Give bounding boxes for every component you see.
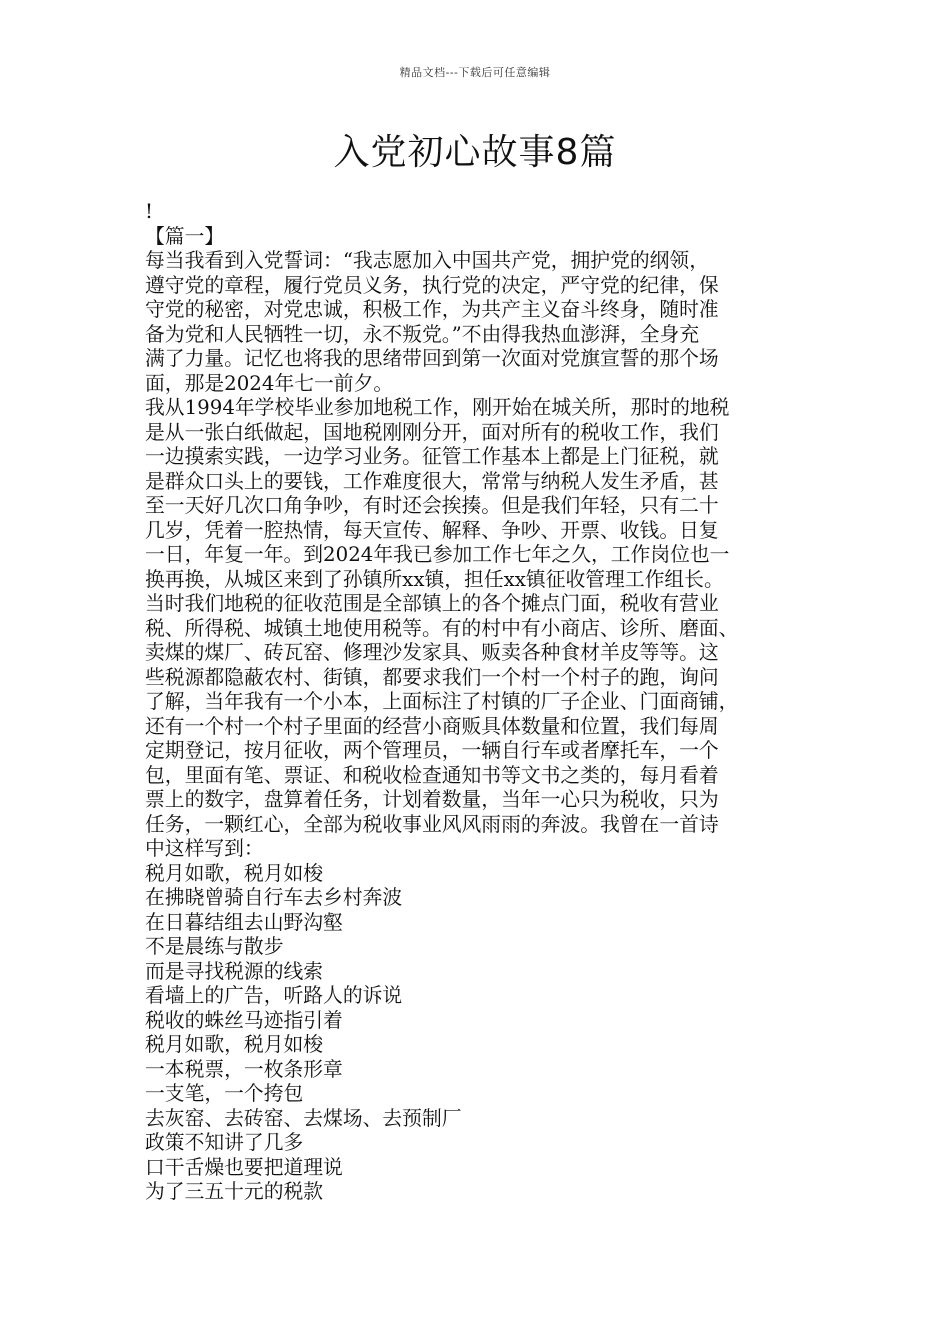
- poem-line: 看墙上的广告，听路人的诉说: [145, 984, 403, 1007]
- paragraph-line: 一边摸索实践，一边学习业务。征管工作基本上都是上门征税，就: [145, 445, 719, 468]
- poem: [145, 862, 815, 1205]
- paragraph-line: 卖煤的煤厂、砖瓦窑、修理沙发家具、贩卖各种食材羊皮等等。这: [145, 641, 719, 664]
- poem-line: 一本税票，一枚条形章: [145, 1057, 343, 1081]
- poem-line: 而是寻找税源的线索: [145, 959, 324, 983]
- poem-line: 税收的蛛丝马迹指引着: [145, 1008, 343, 1032]
- paragraph-line: 是从一张白纸做起，国地税刚刚分开，面对所有的税收工作，我们: [145, 420, 719, 444]
- exclamation-mark: !: [145, 200, 153, 223]
- poem-line: 政策不知讲了几多: [145, 1131, 304, 1154]
- document-title: 入党初心故事8篇: [333, 132, 617, 173]
- poem-line: 在日暮结组去山野沟壑: [145, 910, 343, 934]
- paragraph-line: 票上的数字，盘算着任务，计划着数量，当年一心只为税收，只为: [145, 788, 719, 811]
- paragraph-line: 守党的秘密，对党忠诚，积极工作，为共产主义奋斗终身，随时准: [145, 298, 719, 321]
- poem-line: 去灰窑、去砖窑、去煤场、去预制厂: [145, 1106, 462, 1130]
- paragraph-2: [145, 396, 815, 862]
- section-label: 【篇一】: [145, 224, 225, 248]
- document-body: [145, 200, 815, 1205]
- paragraph-line: 是群众口头上的要钱，工作难度很大，常常与纳税人发生矛盾，甚: [145, 469, 719, 493]
- poem-line: 口干舌燥也要把道理说: [145, 1155, 343, 1179]
- paragraph-line: 换再换，从城区来到了孙镇所xx镇，担任xx镇征收管理工作组长。: [145, 567, 724, 591]
- paragraph-line: 税、所得税、城镇土地使用税等。有的村中有小商店、诊所、磨面、: [145, 616, 739, 640]
- paragraph-line: 遵守党的章程，履行党员义务，执行党的决定，严守党的纪律，保: [145, 273, 719, 297]
- poem-line: 在拂晓曾骑自行车去乡村奔波: [145, 886, 403, 909]
- paragraph-line: 些税源都隐蔽农村、街镇，都要求我们一个村一个村子的跑，询问: [145, 665, 719, 689]
- paragraph-line: 任务，一颗红心，全部为税收事业风风雨雨的奔波。我曾在一首诗: [145, 812, 719, 836]
- poem-line: 不是晨练与散步: [145, 935, 284, 958]
- poem-line: 税月如歌，税月如梭: [145, 861, 324, 885]
- paragraph-line: 还有一个村一个村子里面的经营小商贩具体数量和位置，我们每周: [145, 714, 719, 738]
- poem-line: 一支笔，一个挎包: [145, 1082, 304, 1105]
- paragraph-line: 每当我看到入党誓词：“我志愿加入中国共产党，拥护党的纲领，: [145, 249, 709, 272]
- poem-line: 税月如歌，税月如梭: [145, 1033, 324, 1056]
- page-header: 精品文档---下载后可任意编辑: [399, 66, 551, 79]
- paragraph-line: 中这样写到：: [145, 837, 264, 860]
- paragraph-line: 几岁，凭着一腔热情，每天宣传、解释、争吵、开票、收钱。日复: [145, 518, 719, 542]
- paragraph-line: 当时我们地税的征收范围是全部镇上的各个摊点门面，税收有营业: [145, 592, 719, 615]
- paragraph-line: 一日，年复一年。到2024年我已参加工作七年之久，工作岗位也一: [145, 543, 730, 566]
- paragraph-line: 我从1994年学校毕业参加地税工作，刚开始在城关所，那时的地税: [145, 396, 730, 419]
- paragraph-line: 了解，当年我有一个小本，上面标注了村镇的厂子企业、门面商铺，: [145, 690, 739, 713]
- paragraph-line: 面，那是2024年七一前夕。: [145, 371, 394, 395]
- paragraph-line: 包，里面有笔、票证、和税收检查通知书等文书之类的，每月看着: [145, 763, 719, 787]
- paragraph-line: 满了力量。记忆也将我的思绪带回到第一次面对党旗宣誓的那个场: [145, 347, 719, 370]
- paragraph-line: 定期登记，按月征收，两个管理员，一辆自行车或者摩托车，一个: [145, 739, 719, 762]
- paragraph-line: 备为党和人民牺牲一切，永不叛党。”不由得我热血澎湃，全身充: [145, 322, 700, 346]
- poem-line: 为了三五十元的税款: [145, 1180, 324, 1203]
- paragraph-line: 至一天好几次口角争吵，有时还会挨揍。但是我们年轻，只有二十: [145, 494, 719, 517]
- paragraph-1: [145, 249, 815, 396]
